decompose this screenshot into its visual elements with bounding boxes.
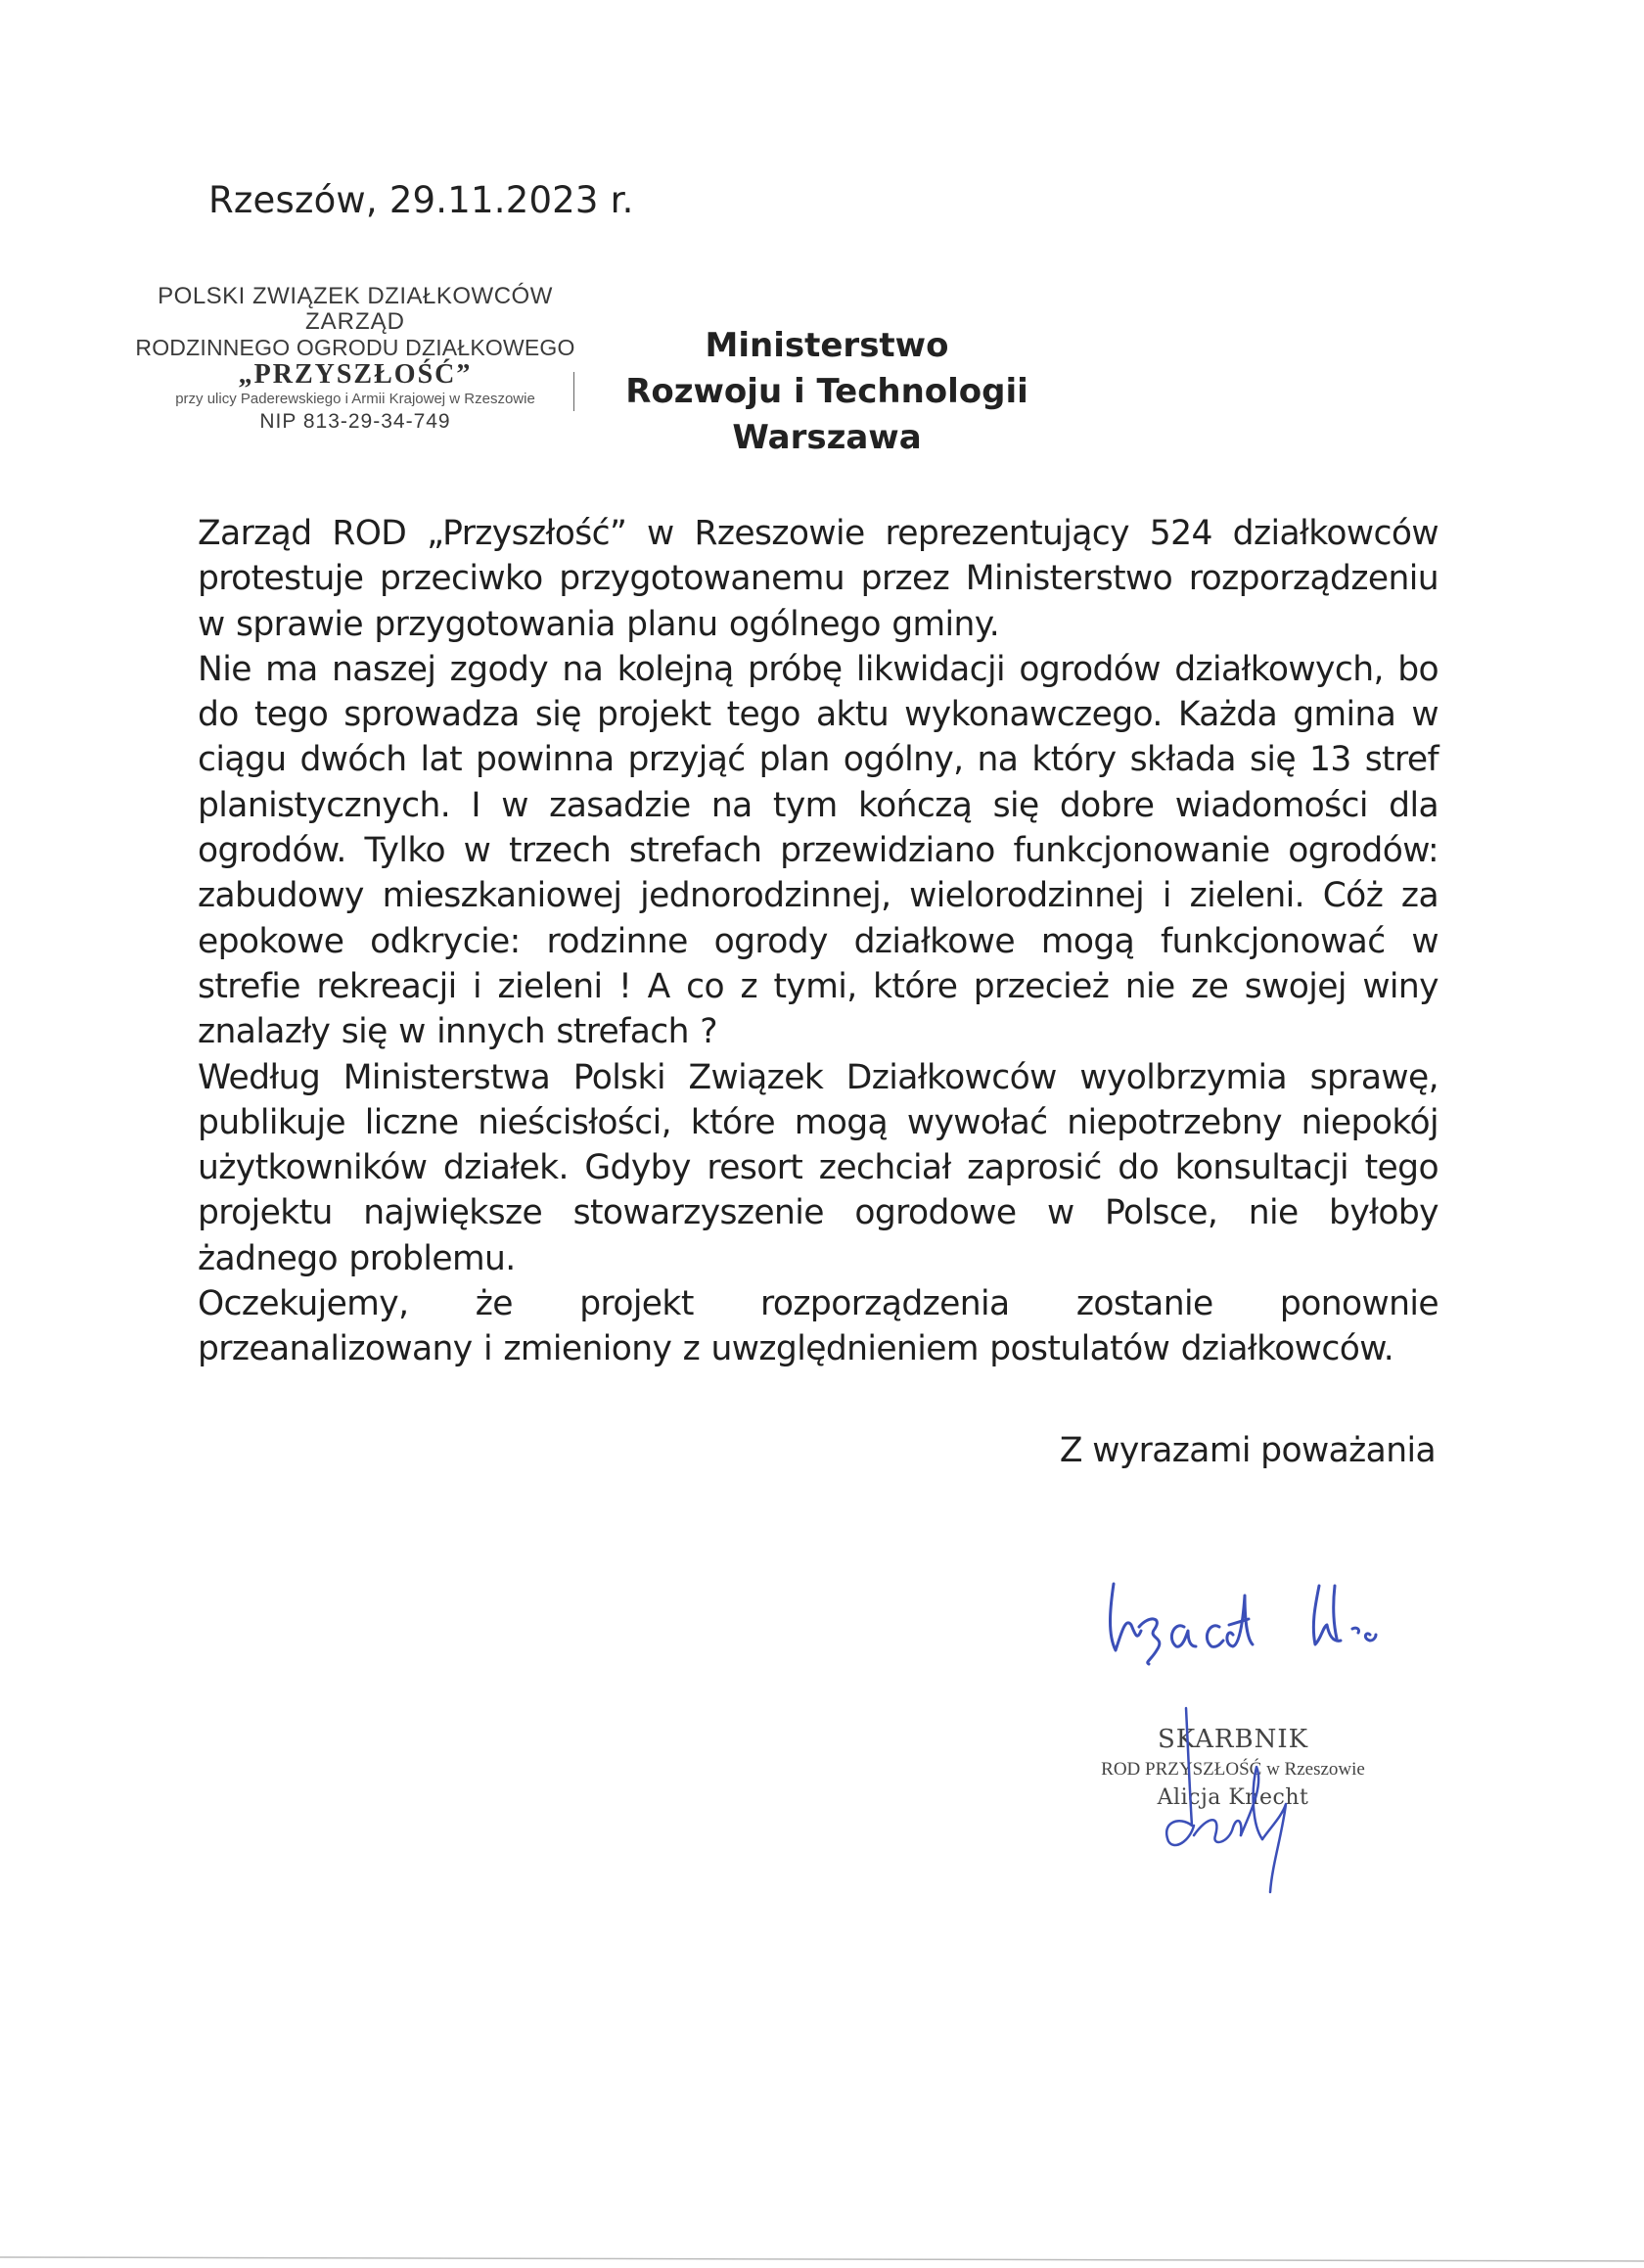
scan-edge-line: [0, 2256, 1644, 2262]
sender-stamp: [125, 284, 585, 435]
sender-stamp-line: ZARZĄD: [305, 308, 405, 335]
treasurer-signature-icon: [1135, 1698, 1311, 1894]
signatory-organization: ROD PRZYSZŁOŚĆ w Rzeszowie: [1101, 1759, 1365, 1780]
signatory-title: SKARBNIK: [1157, 1725, 1309, 1754]
sender-stamp-line: RODZINNEGO OGRODU DZIAŁKOWEGO: [135, 335, 575, 360]
handwritten-signature-icon: [1076, 1556, 1429, 1674]
recipient-line: Ministerstwo: [705, 326, 949, 365]
signatory-name: Alicja Knecht: [1157, 1785, 1309, 1810]
body-paragraph: Według Ministerstwa Polski Związek Działkowców wyolbrzymia sprawę, publikuje liczne nieścisłości, które mogą wywołać niepotrzebny niepokój użytkowników działek. Gdyby resort zechciał zaprosić do konsultacji tego projektu największe stowarzyszenie ogrodowe w Polsce, nie byłoby żadnego problemu.: [198, 1057, 1438, 1278]
closing-salutation: Z wyrazami poważania: [1059, 1431, 1436, 1470]
sender-stamp-nip: NIP 813-29-34-749: [259, 410, 451, 433]
letter-body: [198, 511, 1438, 1372]
body-paragraph: Zarząd ROD „Przyszłość” w Rzeszowie reprezentujący 524 działkowców protestuje przeciwko przygotowanemu przez Ministerstwo rozporządzeniu w sprawie przygotowania planu ogólnego gminy.: [198, 514, 1438, 644]
stamp-edge-divider: [573, 372, 574, 411]
sender-stamp-line: POLSKI ZWIĄZEK DZIAŁKOWCÓW: [158, 283, 553, 309]
recipient-line: Rozwoju i Technologii: [625, 372, 1028, 411]
sender-stamp-name: „PRZYSZŁOŚĆ”: [238, 359, 473, 390]
sender-stamp-address: przy ulicy Paderewskiego i Armii Krajowej w Rzeszowie: [175, 391, 535, 407]
recipient-line: Warszawa: [732, 418, 922, 457]
body-paragraph: Oczekujemy, że projekt rozporządzenia zostanie ponownie przeanalizowany i zmieniony z uwzględnieniem postulatów działkowców.: [198, 1284, 1438, 1369]
letter-date: Rzeszów, 29.11.2023 r.: [208, 179, 634, 221]
recipient-block: [587, 323, 1067, 461]
body-paragraph: Nie ma naszej zgody na kolejną próbę likwidacji ogrodów działkowych, bo do tego sprowadza się projekt tego aktu wykonawczego. Każda gmina w ciągu dwóch lat powinna przyjąć plan ogólny, na który składa się 13 stref planistycznych. I w zasadzie na tym kończą się dobre wiadomości dla ogrodów. Tylko w trzech strefach przewidziano funkcjonowanie ogrodów: zabudowy mieszkaniowej jednorodzinnej, wielorodzinnej i zieleni. Cóż za epokowe odkrycie: rodzinne ogrody działkowe mogą funkcjonować w strefie rekreacji i zieleni ! A co z tymi, które przecież nie ze swojej winy znalazły się w innych strefach ?: [198, 649, 1438, 1052]
